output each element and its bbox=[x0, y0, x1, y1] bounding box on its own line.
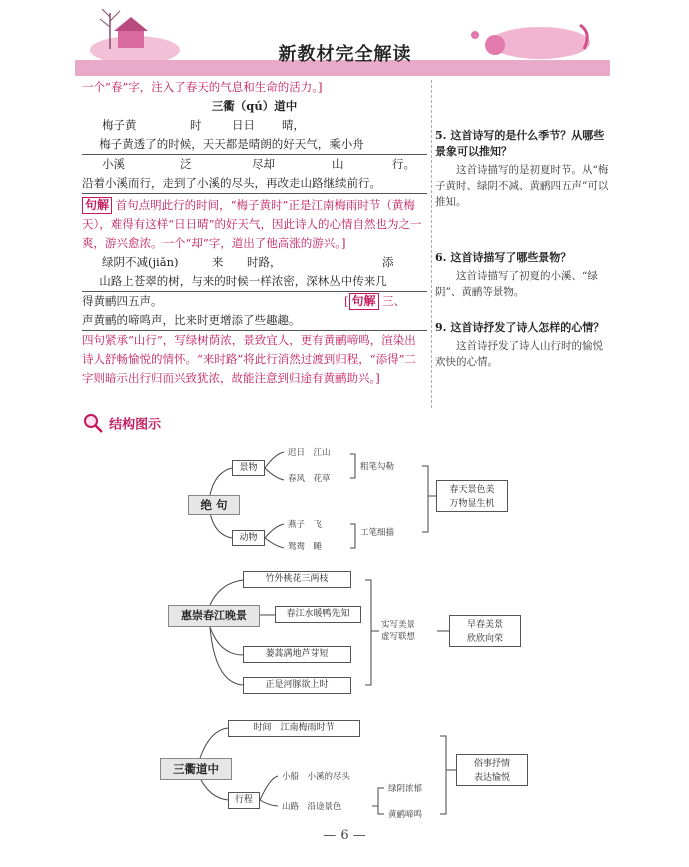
question-title: 5. 这首诗写的是什么季节？从哪些景象可以推知？ bbox=[435, 129, 605, 158]
page-number: — 6 — bbox=[323, 828, 366, 843]
diagram-jueju-note: 粗笔勾勒 bbox=[360, 462, 395, 472]
diagram-huichong-item: 春江水暖鸭先知 bbox=[275, 606, 361, 623]
diagram-huichong-item: 蒌蒿满地芦芽短 bbox=[243, 646, 351, 663]
diagram-sanqu-time: 时间 江南梅雨时节 bbox=[228, 720, 360, 737]
poem-explain-1: 梅子黄透了的时候，天天都是晴朗的好天气，乘小舟 bbox=[82, 135, 427, 155]
question-title: 9. 这首诗抒发了诗人怎样的心情？ bbox=[435, 321, 605, 334]
diagram-huichong bbox=[165, 565, 535, 700]
analysis-1 bbox=[82, 196, 427, 253]
poem-word: 来 bbox=[212, 255, 224, 269]
diagram-jueju-note: 工笔细描 bbox=[360, 528, 395, 538]
poem-word: 泛 bbox=[180, 157, 192, 171]
poem-word: 尽却 bbox=[252, 157, 275, 171]
magnifier-icon bbox=[82, 412, 104, 434]
poem-line-1 bbox=[82, 116, 427, 135]
diagram-sanqu bbox=[160, 710, 540, 825]
poem-word: 添 bbox=[382, 255, 394, 269]
analysis-tag: 句解 bbox=[349, 293, 379, 310]
header-decoration-right bbox=[450, 15, 610, 65]
poem-word: 山 bbox=[332, 157, 344, 171]
section-header bbox=[82, 412, 161, 434]
diagram-huichong-item: 正是河豚欲上时 bbox=[243, 677, 351, 694]
analysis-2-head: 三、 bbox=[382, 294, 406, 308]
diagram-jueju-item: 春风 花草 bbox=[288, 474, 331, 484]
diagram-huichong-item: 竹外桃花三两枝 bbox=[243, 571, 351, 588]
question-5 bbox=[435, 128, 610, 210]
poem-word: 日日 bbox=[232, 118, 255, 132]
diagram-huichong-note: 实写美景 虚写联想 bbox=[381, 620, 416, 642]
diagram-sanqu-root: 三衢道中 bbox=[160, 758, 232, 780]
diagram-jueju-animals: 动物 bbox=[232, 530, 265, 546]
poem-explain-2: 沿着小溪而行，走到了小溪的尽头，再改走山路继续前行。 bbox=[82, 174, 427, 194]
diagram-jueju-scenery: 景物 bbox=[232, 460, 265, 476]
question-answer: 这首诗抒发了诗人山行时的愉悦欢快的心情。 bbox=[435, 340, 603, 368]
question-answer: 这首诗描写了初夏的小溪、“绿阴”、黄鹂等景物。 bbox=[435, 270, 598, 298]
diagram-sanqu-scenery: 绿阴浓郁 bbox=[388, 784, 423, 794]
header-decoration-left bbox=[80, 5, 190, 65]
diagram-jueju-summary: 春天景色美 万物显生机 bbox=[436, 480, 508, 512]
poem-word: 晴， bbox=[282, 118, 305, 132]
diagram-jueju-item: 鸳鸯 睡 bbox=[288, 542, 323, 552]
analysis-2-text: 四句紧承“山行”，写绿树荫浓，景致宜人，更有黄鹂啼鸣，渲染出诗人舒畅愉悦的情怀。“来时路”将此行消然过渡到归程，“添得”二字则暗示出行归而兴致犹浓，故能注意到归途有黄鹂助兴。] bbox=[82, 333, 417, 385]
question-6 bbox=[435, 250, 610, 300]
poem-word: 绿阴不减(jiǎn) bbox=[102, 255, 179, 269]
poem-word: 梅子黄 bbox=[102, 118, 137, 132]
diagram-jueju-item: 燕子 飞 bbox=[288, 520, 323, 530]
poem-line-3 bbox=[82, 253, 427, 272]
diagram-jueju-item: 迟日 江山 bbox=[288, 448, 331, 458]
poem-word: 时路， bbox=[247, 255, 282, 269]
diagram-sanqu-route-item: 山路 沿途景色 bbox=[282, 802, 342, 812]
poem-word: 行。 bbox=[392, 157, 415, 171]
diagram-sanqu-route: 行程 bbox=[228, 792, 260, 809]
analysis-tag: 句解 bbox=[82, 197, 112, 214]
question-title: 6. 这首诗描写了哪些景物？ bbox=[435, 251, 572, 264]
section-title: 结构图示 bbox=[109, 417, 162, 433]
diagram-huichong-summary: 早春美景 欣欣向荣 bbox=[449, 615, 521, 647]
poem-title: 三衢（qú）道中 bbox=[211, 99, 298, 113]
poem-line-4 bbox=[82, 292, 427, 311]
diagram-jueju bbox=[180, 440, 520, 560]
diagram-sanqu-summary: 俗事抒情 表达愉悦 bbox=[456, 754, 528, 786]
poem-word: 时 bbox=[190, 118, 202, 132]
analysis-1-text: 首句点明此行的时间，“梅子黄时”正是江南梅雨时节（黄梅天），难得有这样“日日晴”的好天气，因此诗人的心情自然也为之一爽，游兴愈浓。一个“却”字，道出了他高涨的游兴。] bbox=[82, 198, 422, 250]
page-header bbox=[0, 0, 689, 78]
column-divider bbox=[431, 80, 432, 408]
diagram-jueju-root: 绝 句 bbox=[188, 495, 240, 515]
diagram-sanqu-route-item: 小船 小溪的尽头 bbox=[282, 772, 351, 782]
question-9 bbox=[435, 320, 610, 370]
poem-explain-3: 山路上苍翠的树，与来的时候一样浓密，深林丛中传来几 bbox=[82, 272, 427, 292]
poem-explain-4: 声黄鹂的啼鸣声，比来时更增添了些趣趣。 bbox=[82, 311, 427, 331]
diagram-sanqu-scenery: 黄鹂啼鸣 bbox=[388, 810, 423, 820]
diagram-huichong-root: 惠崇春江晚景 bbox=[168, 605, 260, 627]
question-answer: 这首诗描写的是初夏时节。从“梅子黄时、绿阴不减、黄鹂四五声”可以推知。 bbox=[435, 164, 609, 208]
analysis-2-header: [ 句解 三、 bbox=[344, 294, 406, 308]
poem-line-2 bbox=[82, 155, 427, 174]
poem-line-4-text: 得黄鹂四五声。 bbox=[82, 294, 163, 308]
left-column bbox=[82, 78, 427, 388]
poem-word: 小溪 bbox=[102, 157, 125, 171]
header-title: 新教材完全解读 bbox=[278, 44, 412, 65]
intro-text: 一个“春”字，注入了春天的气息和生命的活力。] bbox=[82, 80, 323, 94]
